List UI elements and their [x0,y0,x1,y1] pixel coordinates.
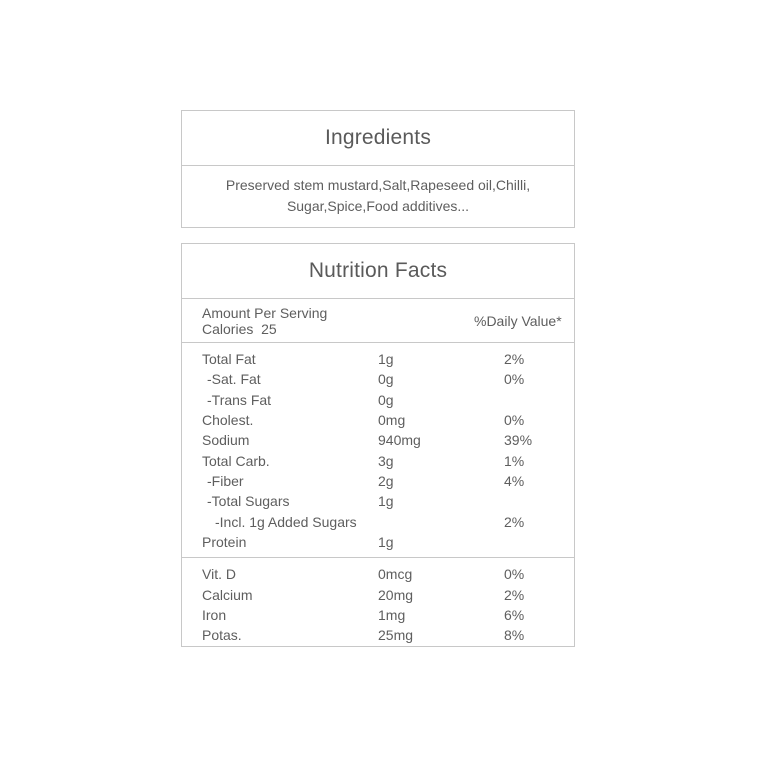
nutrient-row-fiber [182,471,574,491]
vitamin-amount: 0mcg [378,566,413,583]
nutrients-table [182,343,574,558]
ingredients-title: Ingredients [182,111,574,166]
nutrition-facts-panel [181,243,575,647]
nutrient-name: Total Fat [202,351,256,367]
nutrient-name: -Sat. Fat [207,371,261,388]
ingredients-panel [181,110,575,228]
nutrient-amount: 940mg [378,432,421,449]
calories-value: 25 [261,321,277,337]
nutrient-amount: 0g [378,391,394,408]
amount-per-serving-label: Amount Per Serving [202,305,328,321]
nutrient-name: Cholest. [202,412,254,429]
nutrient-row-trans-fat [182,390,574,410]
vitamin-name: Calcium [202,586,253,603]
vitamin-amount: 1mg [378,607,406,624]
nutrient-amount: 1g [378,351,394,367]
calories-label: Calories [202,321,254,337]
nutrient-name: -Trans Fat [207,391,272,408]
ingredients-list [182,166,574,216]
serving-info [202,305,327,337]
nutrient-row-sat-fat [182,369,574,389]
vitamin-name: Iron [202,607,227,624]
vitamin-name: Potas. [202,627,242,644]
nutrient-daily-value: 4% [504,473,525,490]
vitamin-row-potassium [182,625,574,645]
nutrient-row-sodium [182,430,574,450]
nutrient-row-added-sugars [182,512,574,532]
daily-value-header: %Daily Value* [474,313,562,329]
nutrient-daily-value: 0% [504,371,525,388]
nutrient-name: -Total Sugars [207,493,290,510]
vitamin-amount: 25mg [378,627,414,644]
nutrient-row-total-carb [182,451,574,471]
nutrient-name: Sodium [202,432,250,449]
ingredients-line-1: Preserved stem mustard,Salt,Rapeseed oil,Chilli, [225,177,531,193]
nutrient-amount: 1g [378,534,394,551]
nutrient-daily-value: 39% [504,432,533,449]
nutrient-row-total-sugars [182,491,574,511]
nutrient-row-protein [182,532,574,552]
calories-line [202,321,327,337]
nutrient-name: -Fiber [207,473,244,490]
vitamins-table [182,558,574,650]
nutrient-daily-value: 2% [504,513,525,530]
nutrient-daily-value: 2% [504,351,525,367]
nutrient-amount: 3g [378,452,394,469]
vitamin-daily-value: 6% [504,607,525,624]
ingredients-line-2: Sugar,Spice,Food additives... [286,197,470,214]
nutrient-row-cholesterol [182,410,574,430]
vitamin-daily-value: 2% [504,586,525,603]
vitamin-row-calcium [182,585,574,605]
nutrient-amount: 0g [378,371,394,388]
vitamin-amount: 20mg [378,586,414,603]
nutrient-name: -Incl. 1g Added Sugars [215,513,357,530]
vitamin-row-vit-d [182,564,574,584]
nutrient-daily-value: 1% [504,452,525,469]
nutrition-facts-title: Nutrition Facts [182,244,574,299]
nutrient-amount: 0mg [378,412,406,429]
vitamin-daily-value: 0% [504,566,525,583]
nutrient-name: Protein [202,534,247,551]
vitamin-name: Vit. D [202,566,236,583]
vitamin-daily-value: 8% [504,627,525,644]
nutrient-amount: 1g [378,493,394,510]
nutrient-row-total-fat [182,349,574,369]
nutrient-daily-value: 0% [504,412,525,429]
serving-info-row [182,299,574,343]
nutrient-amount: 2g [378,473,394,490]
vitamin-row-iron [182,605,574,625]
nutrient-name: Total Carb. [202,452,270,469]
